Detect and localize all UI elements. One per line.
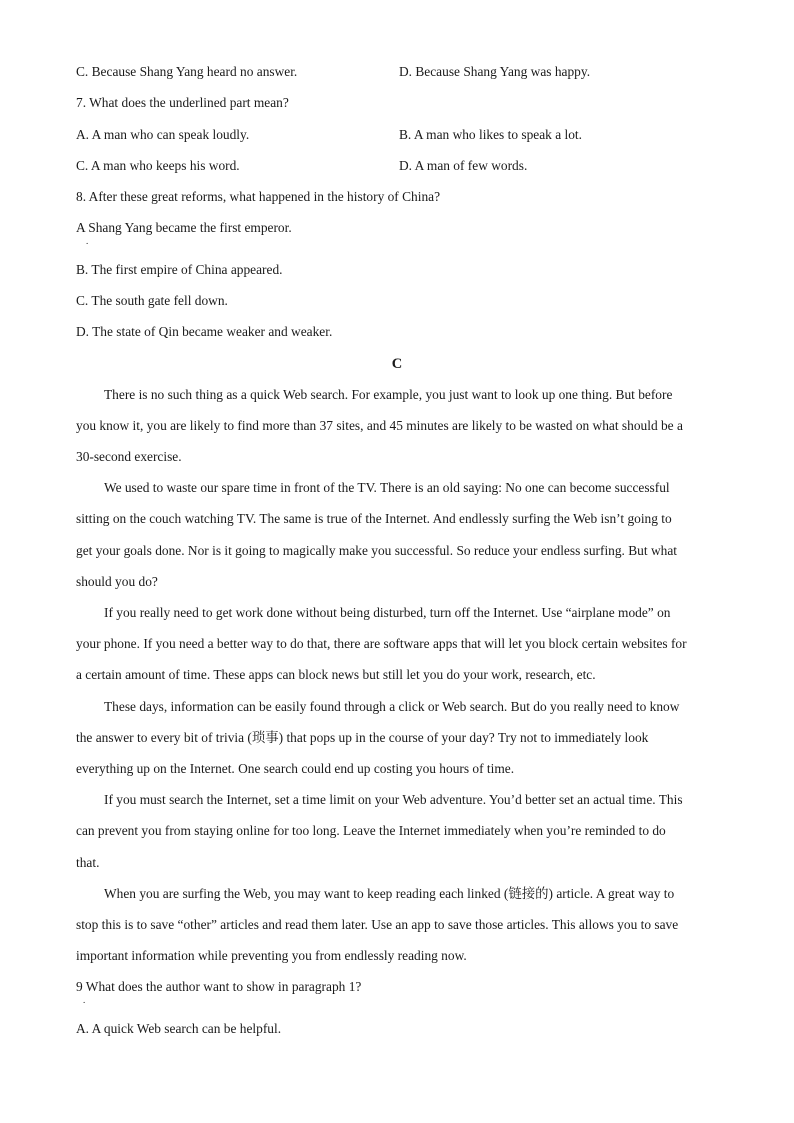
passage-line: your phone. If you need a better way to do that, there are software apps that will let you block certain websites for	[76, 636, 687, 651]
passage-line: When you are surfing the Web, you may want to keep reading each linked (链接的) article. A great way to	[104, 886, 675, 901]
passage-line: everything up on the Internet. One search could end up costing you hours of time.	[76, 761, 515, 776]
passage-line: 30-second exercise.	[76, 449, 182, 464]
q6-option-c: C. Because Shang Yang heard no answer.	[76, 64, 298, 79]
passage-line: If you really need to get work done without being disturbed, turn off the Internet. Use “airplane mode” on	[104, 605, 671, 620]
q8-option-c: C. The south gate fell down.	[76, 293, 228, 308]
q9-question: 9 What does the author want to show in paragraph 1?	[76, 979, 362, 994]
passage-line: should you do?	[76, 574, 158, 589]
subscript-dot: .	[86, 236, 89, 246]
q8-question: 8. After these great reforms, what happened in the history of China?	[76, 189, 441, 204]
subscript-dot: .	[83, 995, 86, 1005]
q7-question: 7. What does the underlined part mean?	[76, 95, 289, 110]
passage-line: can prevent you from staying online for too long. Leave the Internet immediately when you’re reminded to do	[76, 823, 666, 838]
q7-option-d: D. A man of few words.	[399, 158, 528, 173]
passage-line: We used to waste our spare time in front of the TV. There is an old saying: No one can become successful	[104, 480, 670, 495]
passage-line: get your goals done. Nor is it going to magically make you successful. So reduce your endless surfing. But what	[76, 543, 677, 558]
passage-line: the answer to every bit of trivia (琐事) that pops up in the course of your day? Try not to immediately look	[76, 730, 649, 745]
q9-option-a: A. A quick Web search can be helpful.	[76, 1021, 282, 1036]
passage-line: These days, information can be easily found through a click or Web search. But do you really need to know	[104, 699, 680, 714]
passage-line: If you must search the Internet, set a time limit on your Web adventure. You’d better set an actual time. This	[104, 792, 683, 807]
q6-option-d: D. Because Shang Yang was happy.	[399, 64, 591, 79]
passage-line: you know it, you are likely to find more than 37 sites, and 45 minutes are likely to be wasted on what should be a	[76, 418, 683, 433]
passage-line: that.	[76, 855, 100, 870]
passage-line: stop this is to save “other” articles and read them later. Use an app to save those articles. This allows you to save	[76, 917, 679, 932]
q8-option-d: D. The state of Qin became weaker and weaker.	[76, 324, 333, 339]
q8-option-a: A Shang Yang became the first emperor.	[76, 220, 292, 235]
passage-line: sitting on the couch watching TV. The same is true of the Internet. And endlessly surfing the Web isn’t going to	[76, 511, 672, 526]
q7-option-b: B. A man who likes to speak a lot.	[399, 127, 582, 142]
q7-option-c: C. A man who keeps his word.	[76, 158, 240, 173]
q8-option-b: B. The first empire of China appeared.	[76, 262, 283, 277]
section-heading: C	[391, 356, 403, 372]
q7-option-a: A. A man who can speak loudly.	[76, 127, 250, 142]
passage-line: There is no such thing as a quick Web search. For example, you just want to look up one thing. But before	[104, 387, 673, 402]
passage-line: important information while preventing you from endlessly reading now.	[76, 948, 467, 963]
passage-line: a certain amount of time. These apps can block news but still let you do your work, research, etc.	[76, 667, 596, 682]
